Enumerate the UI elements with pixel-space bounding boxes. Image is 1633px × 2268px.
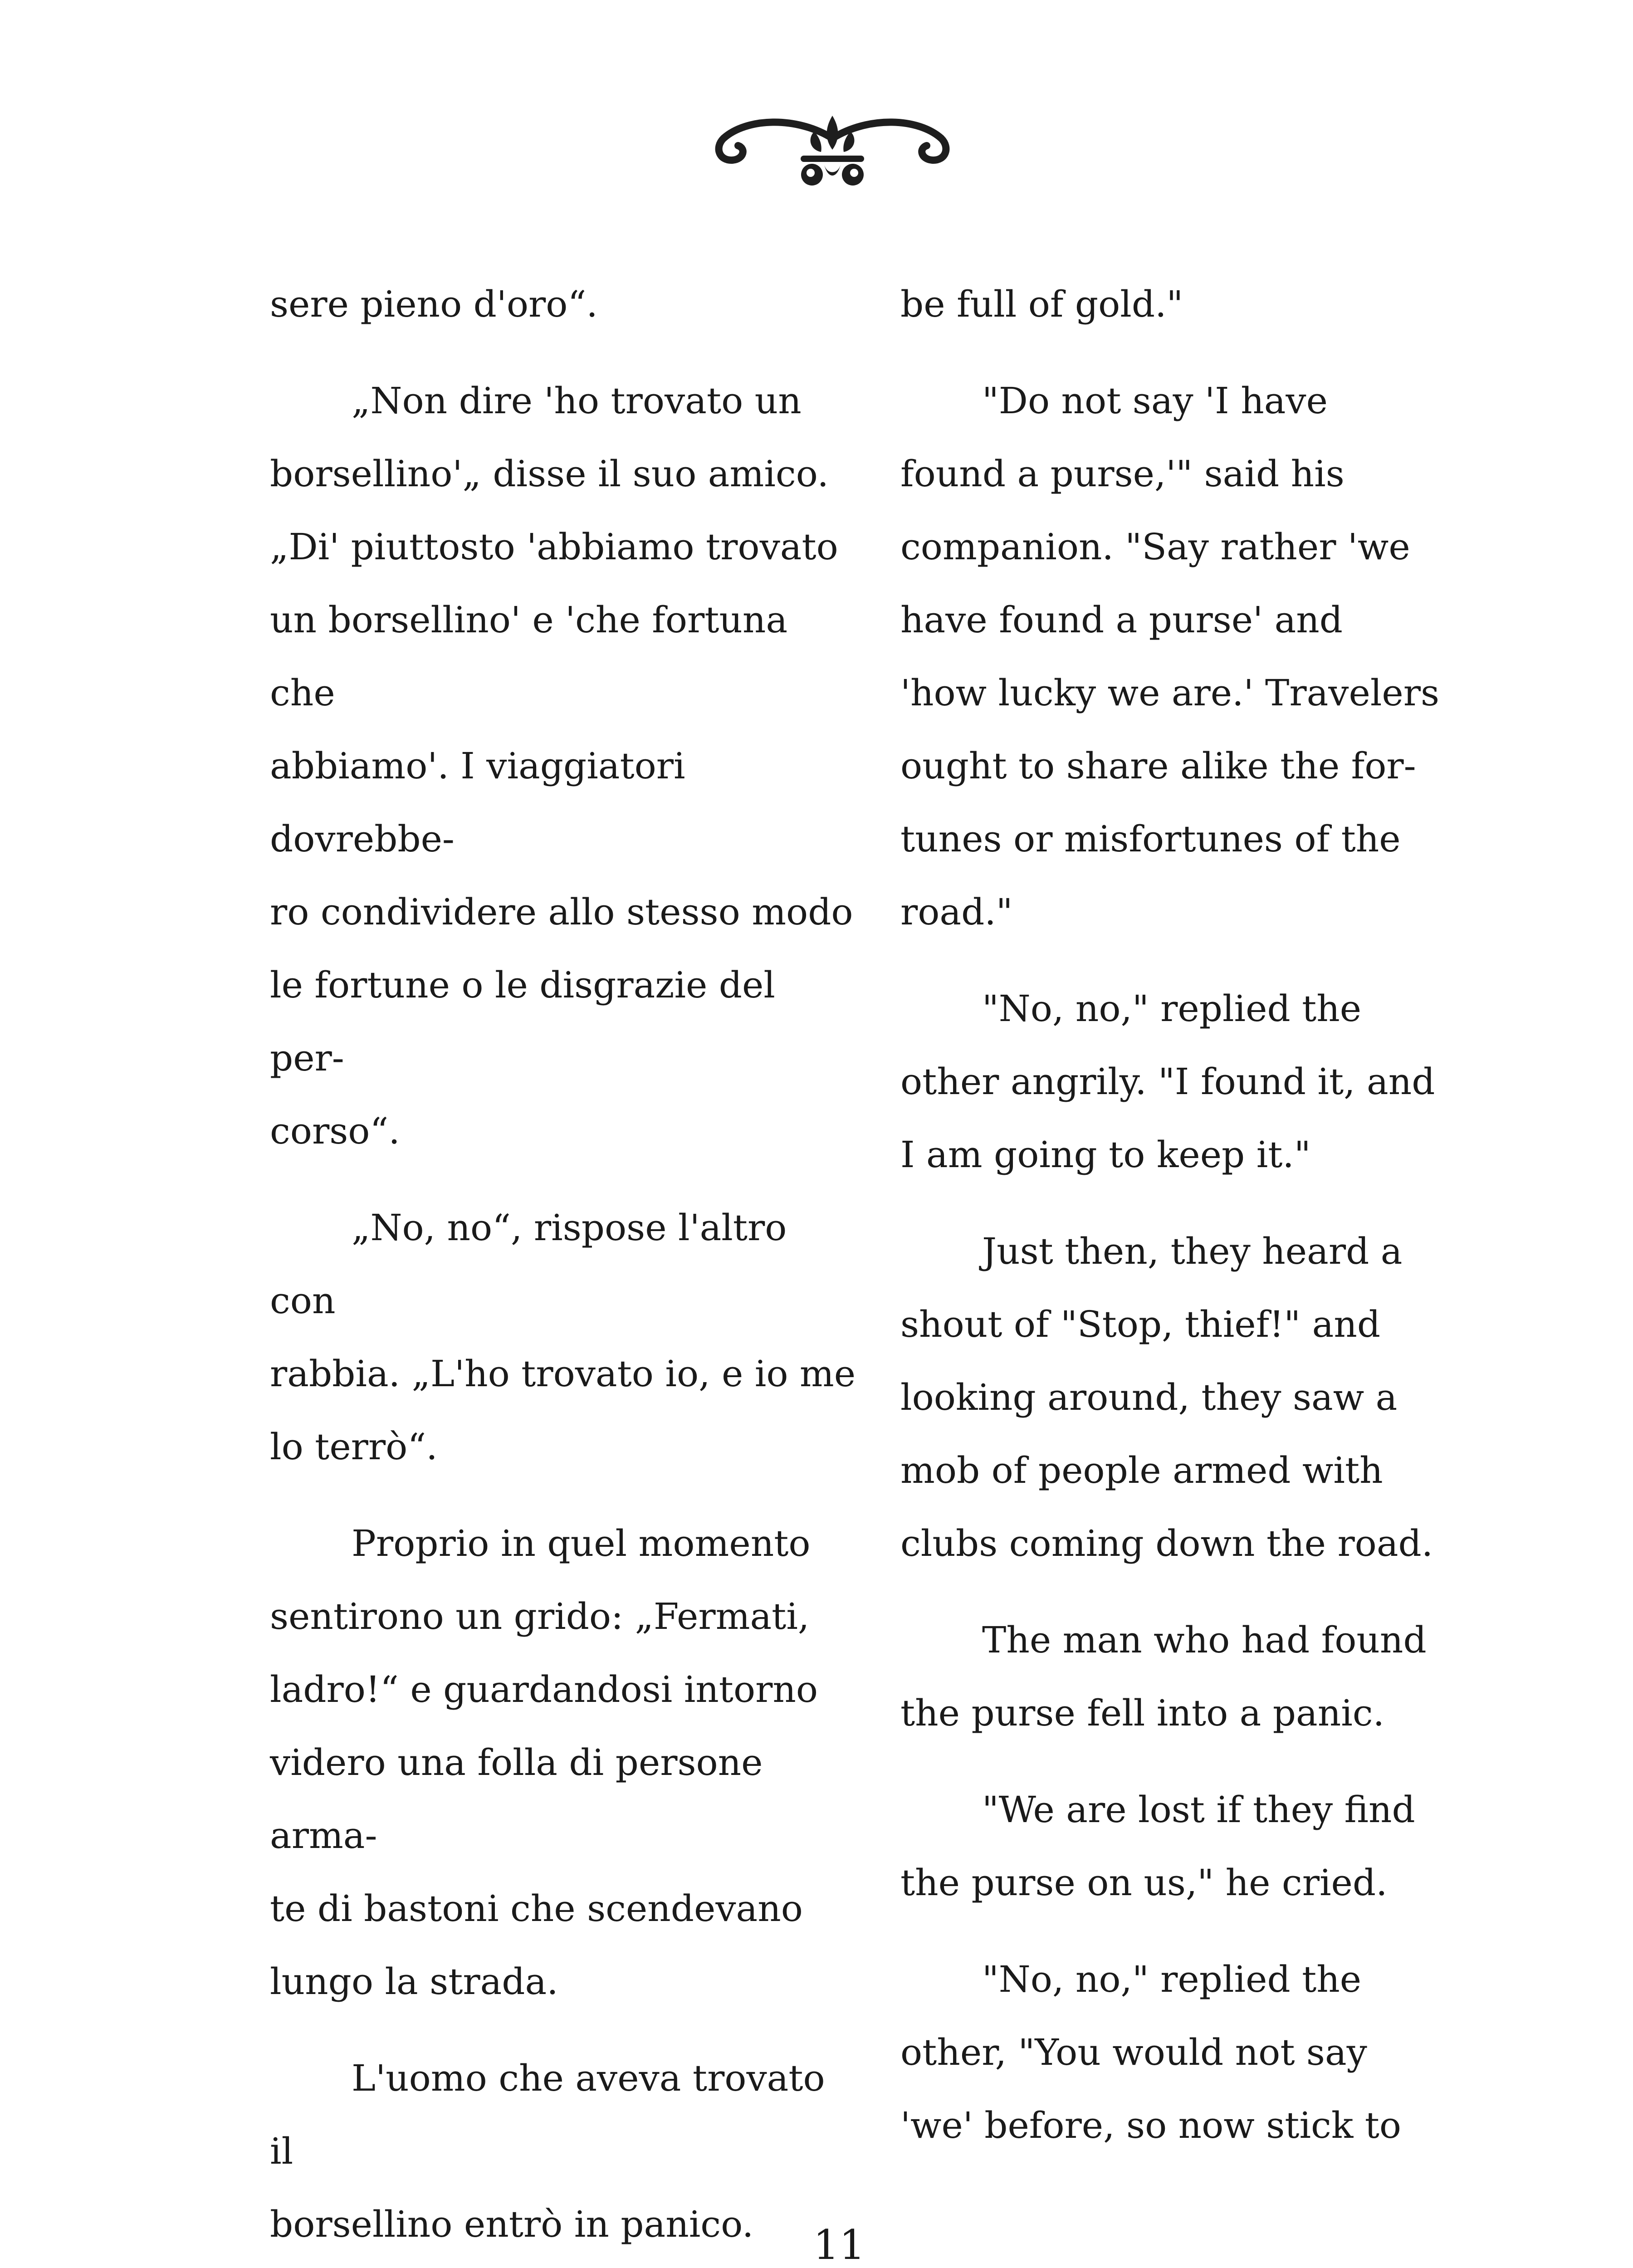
english-text-column xyxy=(900,268,1490,2185)
english-paragraph-6: "We are lost if they find the purse on us," he cried. xyxy=(900,1789,1415,1904)
italian-paragraph-1: sere pieno d'oro“. xyxy=(270,283,598,325)
english-paragraph-3: "No, no," replied the other angrily. "I found it, and I am going to keep it." xyxy=(900,987,1435,1176)
english-paragraph-2: "Do not say 'I have found a purse,'" said his companion. "Say rather 'we have found a purse' and 'how lucky we are.' Travelers ought to share alike the for- tunes or misfortunes of the road." xyxy=(900,380,1440,933)
italian-paragraph-3: „No, no“, rispose l'altro con rabbia. „L'ho trovato io, e io me lo terrò“. xyxy=(270,1207,856,1468)
english-paragraph-5: The man who had found the purse fell into a panic. xyxy=(900,1619,1427,1734)
english-paragraph-7: "No, no," replied the other, "You would not say 'we' before, so now stick to xyxy=(900,1958,1402,2146)
italian-text-column xyxy=(270,268,860,2268)
flourish-ornament-icon xyxy=(705,107,959,197)
english-paragraph-1: be full of gold." xyxy=(900,283,1183,325)
italian-paragraph-2: „Non dire 'ho trovato un borsellino'„ disse il suo amico. „Di' piuttosto 'abbiamo trovato un borsellino' e 'che fortuna che abbiamo'. I viaggiatori dovrebbe- ro condividere allo stesso modo le fortune o le disgrazie del per- corso“. xyxy=(270,380,853,1152)
page-number: 11 xyxy=(813,2221,865,2268)
italian-paragraph-4: Proprio in quel momento sentirono un grido: „Fermati, ladro!“ e guardandosi intorno videro una folla di persone arma- te di bastoni che scendevano lungo la strada. xyxy=(270,1522,818,2003)
floral-ornament-icon xyxy=(762,2261,916,2268)
italian-paragraph-5: L'uomo che aveva trovato il borsellino entrò in panico. xyxy=(270,2057,825,2245)
english-paragraph-4: Just then, they heard a shout of "Stop, thief!" and looking around, they saw a mob of people armed with clubs coming down the road. xyxy=(900,1230,1433,1564)
